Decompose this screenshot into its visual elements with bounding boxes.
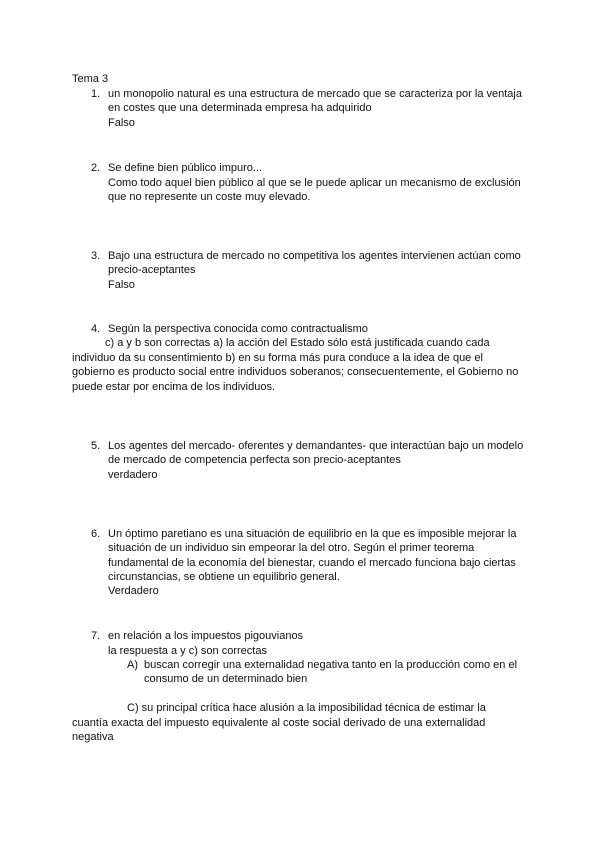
q7-option-a-marker: A) [127,659,138,671]
q3-text-line1: Bajo una estructura de mercado no competitiva los agentes intervienen actúan como [108,250,521,262]
page-title: Tema 3 [72,73,109,85]
q7-option-c-line2: cuantía exacta del impuesto equivalente al coste social derivado de una externalidad [72,717,486,729]
q2-text-line1: Se define bien público impuro... [108,162,263,174]
q2-answer-line2: que no represente un coste muy elevado. [108,191,311,203]
q5-text-line1: Los agentes del mercado- oferentes y demandantes- que interactúan bajo un modelo [108,440,524,452]
q3-answer: Falso [108,279,135,291]
q1-number: 1. [91,88,101,100]
q7-option-c-line1: C) su principal crítica hace alusión a la imposibilidad técnica de estimar la [127,702,486,714]
q2-number: 2. [91,162,101,174]
q1-answer: Falso [108,117,135,129]
q4-text-line1: Según la perspectiva conocida como contractualismo [108,323,368,335]
q4-answer-line4: puede estar por encima de los individuos. [72,381,276,393]
q7-option-a-line2: consumo de un determinado bien [144,673,308,685]
q2-answer-line1: Como todo aquel bien público al que se le puede aplicar un mecanismo de exclusión [108,177,521,189]
q4-answer-line1: c) a y b son correctas a) la acción del Estado sólo está justificada cuando cada [105,337,490,349]
q7-number: 7. [91,630,101,642]
q7-answer: la respuesta a y c) son correctas [108,645,267,657]
q5-number: 5. [91,440,101,452]
q4-answer-line3: gobierno es producto social entre individuos soberanos; consecuentemente, el Gobierno no [72,366,519,378]
q4-number: 4. [91,323,101,335]
q6-text-line2: situación de un individuo sin empeorar la del otro. Según el primer teorema [108,542,475,554]
q1-text-line2: en costes que una determinada empresa ha adquirido [108,102,372,114]
q7-option-c-line3: negativa [72,731,114,743]
q4-answer-line2: individuo da su consentimiento b) en su forma más pura conduce a la idea de que el [72,352,483,364]
q5-text-line2: de mercado de competencia perfecta son precio-aceptantes [108,454,401,466]
q7-text-line1: en relación a los impuestos pigouvianos [108,630,304,642]
q3-text-line2: precio-aceptantes [108,264,196,276]
q6-text-line4: circunstancias, se obtiene un equilibrio general. [108,571,340,583]
q6-answer: Verdadero [108,585,159,597]
q6-text-line3: fundamental de la economía del bienestar, cuando el mercado funciona bajo ciertas [108,557,516,569]
q5-answer: verdadero [108,469,158,481]
q6-text-line1: Un óptimo paretiano es una situación de equilibrio en la que es imposible mejorar la [108,528,517,540]
q3-number: 3. [91,250,101,262]
q7-option-a-line1: buscan corregir una externalidad negativa tanto en la producción como en el [144,659,518,671]
q6-number: 6. [91,528,101,540]
q1-text-line1: un monopolio natural es una estructura de mercado que se caracteriza por la ventaja [108,88,522,100]
